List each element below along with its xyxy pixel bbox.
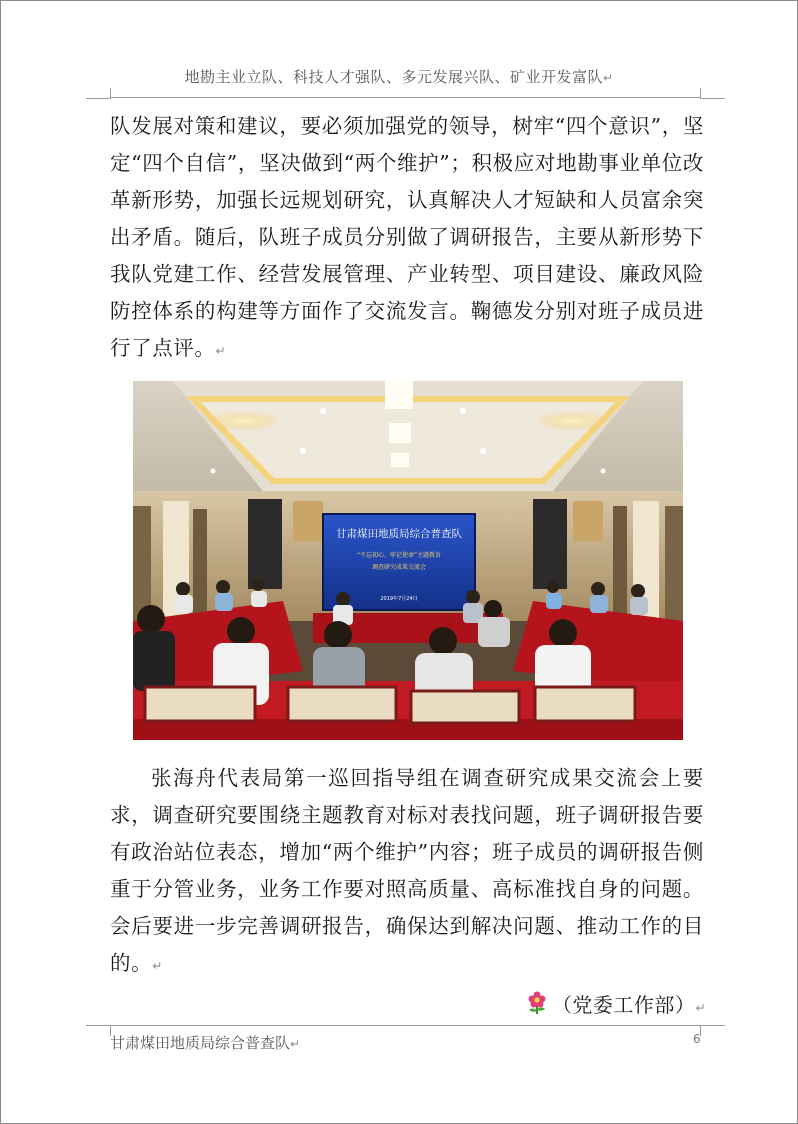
- screen-title: 甘肃煤田地质局综合普查队: [336, 528, 462, 540]
- body-paragraph-2: [110, 760, 704, 985]
- screen-subtitle: “不忘初心、牢记使命”主题教育: [356, 552, 442, 559]
- meeting-photo: [133, 381, 683, 740]
- crop-mark-bottom-right: [700, 1025, 725, 1036]
- footer-org-text: 甘肃煤田地质局综合普查队: [110, 1034, 291, 1052]
- signature-line: [526, 990, 706, 1023]
- paragraph-2-mark: ↵: [152, 959, 163, 973]
- paragraph-2-text: 张海舟代表局第一巡回指导组在调查研究成果交流会上要求，调查研究要围绕主题教育对标对表找问题，班子调研报告要有政治站位表态，增加“两个维护”内容；班子成员的调研报告侧重于分管业务，业务工作要对照高质量、高标准找自身的问题。会后要进一步完善调研报告，确保达到解决问题、推动工作的目的。: [110, 766, 704, 975]
- page-number: 6: [693, 1032, 701, 1046]
- header-paragraph-mark: ↵: [602, 71, 614, 85]
- crop-mark-bottom-left: [86, 1025, 111, 1036]
- footer-organization: [110, 1032, 300, 1053]
- header-rule: [110, 97, 700, 98]
- signature-mark: ↵: [695, 1001, 706, 1015]
- header-title: 地勘主业立队、科技人才强队、多元发展兴队、矿业开发富队: [184, 68, 603, 86]
- flower-icon: [526, 991, 548, 1023]
- screen-event: 调查研究成果交流会: [371, 564, 427, 571]
- footer-rule: [110, 1025, 700, 1026]
- crop-mark-top-right: [700, 88, 725, 99]
- screen-date: 2019年7月24日: [380, 596, 418, 602]
- paragraph-1-text: 队发展对策和建议，要必须加强党的领导，树牢“四个意识”，坚定“四个自信”，坚决做到“两个维护”；积极应对地勘事业单位改革新形势，加强长远规划研究，认真解决人才短缺和人员富余突出矛盾。随后，队班子成员分别做了调研报告，主要从新形势下我队党建工作、经营发展管理、产业转型、项目建设、廉政风险防控体系的构建等方面作了交流发言。鞠德发分别对班子成员进行了点评。: [110, 114, 704, 360]
- signature-text: （党委工作部）: [551, 993, 696, 1017]
- footer-mark: ↵: [290, 1037, 301, 1051]
- crop-mark-top-left: [86, 88, 111, 99]
- paragraph-1-mark: ↵: [215, 344, 227, 358]
- body-paragraph-1: [110, 108, 704, 370]
- page-header: [0, 66, 798, 87]
